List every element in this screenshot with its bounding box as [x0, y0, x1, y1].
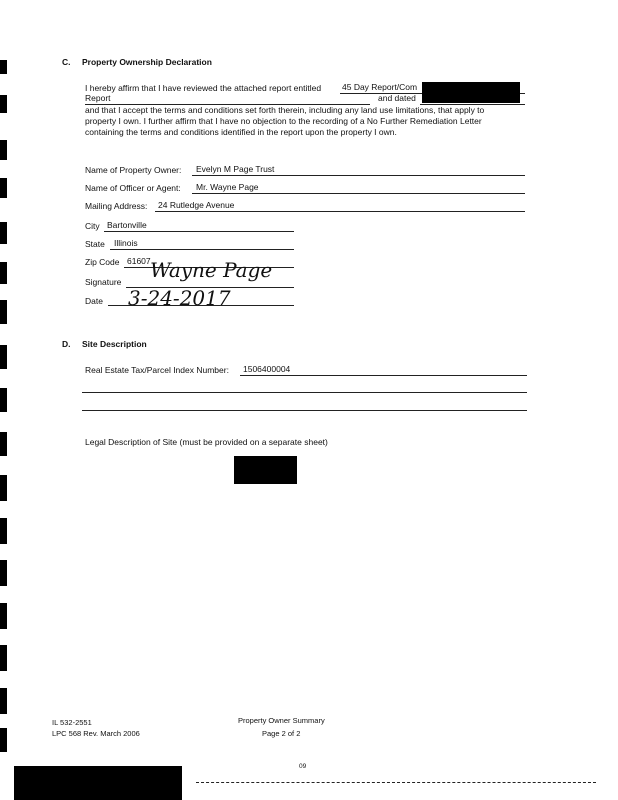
agent-label: Name of Officer or Agent: [85, 183, 181, 193]
scan-edge-line [196, 782, 596, 783]
scan-mark [0, 560, 7, 586]
footer-title: Property Owner Summary [238, 716, 325, 725]
parcel-line [240, 375, 527, 376]
report-title: 45 Day Report/Com [342, 82, 418, 92]
declaration-line-3: containing the terms and conditions identified in the report upon the property I own. [85, 127, 397, 137]
blank-line [82, 392, 527, 393]
and-dated-label: and dated [378, 93, 416, 103]
section-d-letter: D. [62, 339, 71, 349]
zip-label: Zip Code [85, 257, 120, 267]
bottom-mark: 09 [299, 763, 307, 770]
section-c-heading: Property Ownership Declaration [82, 57, 212, 67]
scan-mark [0, 518, 7, 544]
scan-mark [0, 645, 7, 671]
address-value[interactable]: 24 Rutledge Avenue [158, 200, 235, 210]
agent-value[interactable]: Mr. Wayne Page [196, 182, 259, 192]
date-line [108, 305, 294, 306]
scan-mark [0, 432, 7, 456]
section-d-heading: Site Description [82, 339, 147, 349]
declaration-line-1: and that I accept the terms and conditions set forth therein, including any land use limitations, that apply to [85, 105, 485, 115]
owner-value[interactable]: Evelyn M Page Trust [196, 164, 275, 174]
report-title-cont: Report [85, 93, 111, 103]
scan-mark [0, 475, 7, 501]
scan-mark [0, 95, 7, 113]
redaction-box [14, 766, 182, 800]
city-value[interactable]: Bartonville [107, 220, 147, 230]
state-line [110, 249, 294, 250]
date-value[interactable]: 3-24-2017 [128, 286, 231, 310]
scan-mark [0, 345, 7, 369]
city-line [104, 231, 294, 232]
signature-value[interactable]: Wayne Page [150, 258, 273, 282]
parcel-label: Real Estate Tax/Parcel Index Number: [85, 365, 229, 375]
state-label: State [85, 239, 105, 249]
scan-mark [0, 688, 7, 714]
scan-mark [0, 728, 7, 752]
section-c-letter: C. [62, 57, 71, 67]
scan-mark [0, 222, 7, 244]
scan-mark [0, 60, 7, 74]
blank-line [82, 410, 527, 411]
signature-label: Signature [85, 277, 122, 287]
page-number: Page 2 of 2 [262, 729, 301, 738]
city-label: City [85, 221, 100, 231]
scan-mark [0, 603, 7, 629]
owner-line [192, 175, 525, 176]
address-label: Mailing Address: [85, 201, 148, 211]
address-line [155, 211, 525, 212]
scan-mark [0, 178, 7, 198]
form-id-1: IL 532-2551 [52, 718, 92, 727]
legal-description-text: Legal Description of Site (must be provided on a separate sheet) [85, 437, 328, 447]
parcel-value[interactable]: 1506400004 [243, 364, 291, 374]
form-id-2: LPC 568 Rev. March 2006 [52, 729, 140, 738]
scan-mark [0, 262, 7, 284]
date-label: Date [85, 296, 103, 306]
scan-mark [0, 140, 7, 160]
redaction-box [234, 456, 297, 484]
declaration-line-2: property I own. I further affirm that I have no objection to the recording of a No Further Remediation Letter [85, 116, 482, 126]
scan-mark [0, 300, 7, 324]
zip-value[interactable]: 61607 [127, 256, 151, 266]
scan-mark [0, 388, 7, 412]
declaration-text: I hereby affirm that I have reviewed the attached report entitled [85, 83, 322, 93]
redaction-box [422, 82, 520, 103]
state-value[interactable]: Illinois [114, 238, 138, 248]
owner-label: Name of Property Owner: [85, 165, 182, 175]
agent-line [192, 193, 525, 194]
